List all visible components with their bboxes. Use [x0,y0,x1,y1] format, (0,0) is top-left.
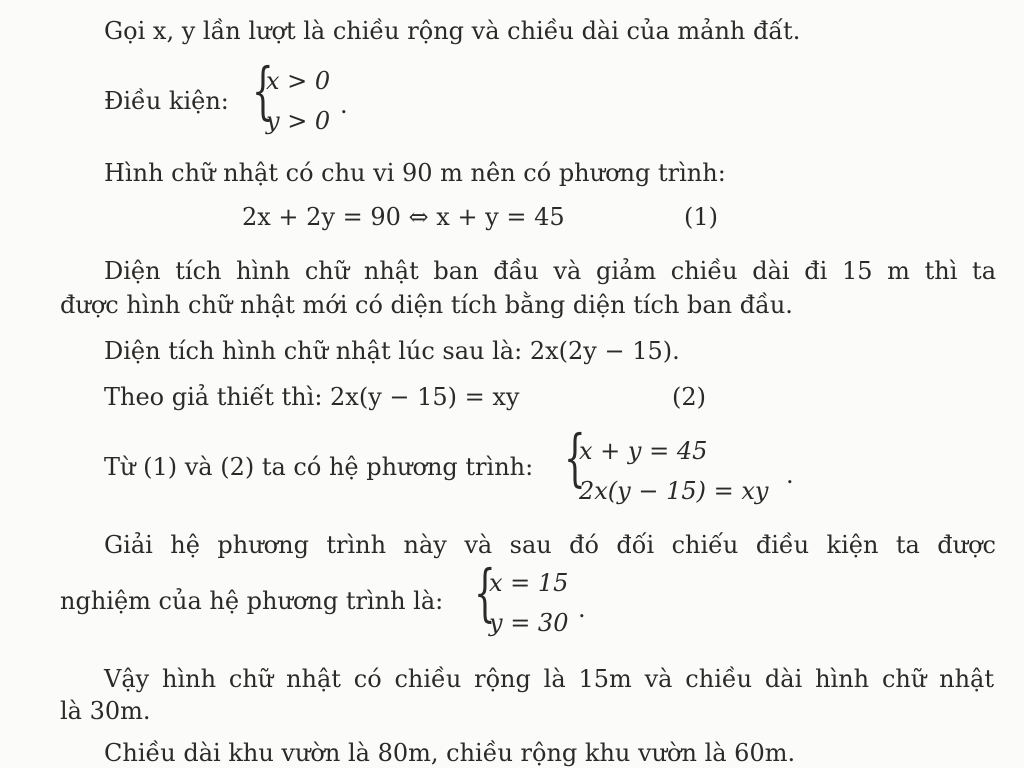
text-line-variables: Gọi x, y lần lượt là chiều rộng và chiều dài của mảnh đất. [104,17,801,45]
text-line-area-b: được hình chữ nhật mới có diện tích bằng diện tích ban đầu. [60,291,793,319]
system-eq-2: 2x(y − 15) = xy [579,477,769,505]
condition-period: . [340,91,348,119]
solution-label: nghiệm của hệ phương trình là: [60,587,444,615]
condition-x: x > 0 [266,67,331,95]
text-line-conclusion-b: là 30m. [60,697,151,725]
system-eq-1: x + y = 45 [579,437,708,465]
system-brace: { [564,421,586,494]
text-line-conclusion-a: Vậy hình chữ nhật có chiều rộng là 15m và chiều dài hình chữ nhật [104,665,994,693]
text-line-new-area: Diện tích hình chữ nhật lúc sau là: 2x(2y − 15). [104,337,680,365]
system-period: . [786,461,794,489]
condition-y: y > 0 [266,107,331,135]
solution-period: . [578,595,586,623]
text-line-solve: Giải hệ phương trình này và sau đó đối chiếu điều kiện ta được [104,531,996,559]
solution-x: x = 15 [489,569,569,597]
text-line-garden: Chiều dài khu vườn là 80m, chiều rộng khu vườn là 60m. [104,739,796,767]
system-label: Từ (1) và (2) ta có hệ phương trình: [104,453,534,481]
text-line-area-a: Diện tích hình chữ nhật ban đầu và giảm chiều dài đi 15 m thì ta [104,257,996,285]
solution-brace: { [474,556,496,629]
condition-label: Điều kiện: [104,87,229,115]
text-line-hypothesis: Theo giả thiết thì: 2x(y − 15) = xy [104,383,520,411]
equation-1: 2x + 2y = 90 ⇔ x + y = 45 [242,203,565,231]
solution-y: y = 30 [489,609,569,637]
condition-brace: { [252,54,274,127]
text-line-perimeter: Hình chữ nhật có chu vi 90 m nên có phương trình: [104,159,726,187]
equation-2-number: (2) [672,383,706,411]
equation-1-number: (1) [684,203,718,231]
